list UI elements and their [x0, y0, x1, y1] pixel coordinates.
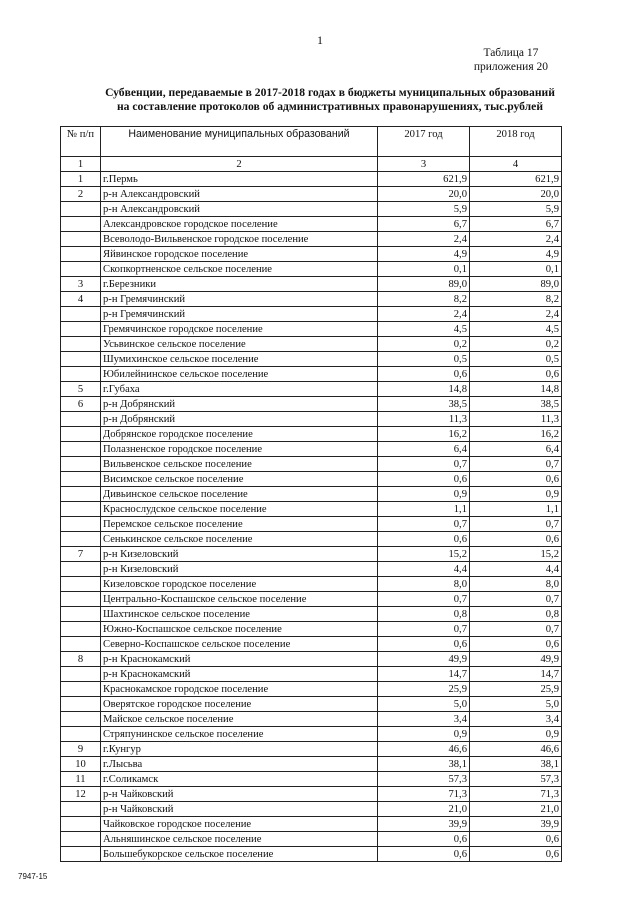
municipality-name: г.Пермь	[101, 172, 378, 187]
value-2017: 4,5	[378, 322, 470, 337]
municipality-name: р-н Чайковский	[101, 802, 378, 817]
table-row	[61, 232, 562, 247]
municipality-name: Майское сельское поселение	[101, 712, 378, 727]
table-row	[61, 667, 562, 682]
municipality-name: Всеволодо-Вильвенское городское поселение	[101, 232, 378, 247]
row-number: 5	[61, 382, 101, 397]
value-2018: 8,0	[470, 577, 562, 592]
row-number: 8	[61, 652, 101, 667]
value-2017: 6,4	[378, 442, 470, 457]
row-number	[61, 517, 101, 532]
row-number	[61, 667, 101, 682]
value-2017: 0,2	[378, 337, 470, 352]
municipality-name: Скопкортненское сельское поселение	[101, 262, 378, 277]
row-number	[61, 832, 101, 847]
value-2017: 16,2	[378, 427, 470, 442]
value-2017: 15,2	[378, 547, 470, 562]
value-2018: 4,4	[470, 562, 562, 577]
municipality-name: Альняшинское сельское поселение	[101, 832, 378, 847]
municipality-name: г.Соликамск	[101, 772, 378, 787]
column-number: 3	[378, 157, 470, 172]
table-row	[61, 547, 562, 562]
table-row	[61, 712, 562, 727]
value-2017: 0,6	[378, 637, 470, 652]
value-2018: 25,9	[470, 682, 562, 697]
header-number: № п/п	[61, 127, 101, 157]
table-row	[61, 202, 562, 217]
municipality-name: Вильвенское сельское поселение	[101, 457, 378, 472]
row-number	[61, 607, 101, 622]
value-2017: 20,0	[378, 187, 470, 202]
value-2017: 0,1	[378, 262, 470, 277]
row-number	[61, 802, 101, 817]
document-title-line2: на составление протоколов об административных правонарушениях, тыс.рублей	[117, 100, 543, 113]
municipality-name: Стряпунинское сельское поселение	[101, 727, 378, 742]
table-row	[61, 517, 562, 532]
row-number	[61, 487, 101, 502]
municipality-name: р-н Краснокамский	[101, 667, 378, 682]
table-reference-line2: приложения 20	[473, 61, 548, 73]
table-row	[61, 382, 562, 397]
table-row	[61, 172, 562, 187]
municipality-name: Висимское сельское поселение	[101, 472, 378, 487]
table-row	[61, 787, 562, 802]
row-number	[61, 562, 101, 577]
row-number	[61, 847, 101, 862]
value-2017: 0,6	[378, 532, 470, 547]
value-2018: 0,6	[470, 847, 562, 862]
value-2018: 15,2	[470, 547, 562, 562]
value-2017: 0,8	[378, 607, 470, 622]
row-number: 6	[61, 397, 101, 412]
table-row	[61, 622, 562, 637]
table-row	[61, 772, 562, 787]
value-2018: 0,9	[470, 727, 562, 742]
table-row	[61, 847, 562, 862]
table-row	[61, 187, 562, 202]
municipality-name: Перемское сельское поселение	[101, 517, 378, 532]
value-2018: 4,9	[470, 247, 562, 262]
row-number	[61, 637, 101, 652]
value-2018: 38,1	[470, 757, 562, 772]
value-2018: 0,5	[470, 352, 562, 367]
table-header-row	[61, 127, 562, 157]
table-row	[61, 757, 562, 772]
value-2017: 4,4	[378, 562, 470, 577]
value-2018: 14,8	[470, 382, 562, 397]
value-2017: 0,6	[378, 847, 470, 862]
value-2018: 0,6	[470, 637, 562, 652]
table-row	[61, 352, 562, 367]
value-2018: 14,7	[470, 667, 562, 682]
municipality-name: г.Кунгур	[101, 742, 378, 757]
value-2017: 0,9	[378, 487, 470, 502]
value-2018: 0,7	[470, 517, 562, 532]
municipality-name: Центрально-Коспашское сельское поселение	[101, 592, 378, 607]
municipality-name: Чайковское городское поселение	[101, 817, 378, 832]
subsidy-table	[60, 126, 562, 862]
row-number	[61, 202, 101, 217]
value-2018: 5,0	[470, 697, 562, 712]
header-2017: 2017 год	[378, 127, 470, 157]
value-2017: 49,9	[378, 652, 470, 667]
municipality-name: Краснокамское городское поселение	[101, 682, 378, 697]
value-2018: 0,7	[470, 457, 562, 472]
table-row	[61, 247, 562, 262]
row-number	[61, 322, 101, 337]
value-2017: 46,6	[378, 742, 470, 757]
table-row	[61, 727, 562, 742]
table-row	[61, 562, 562, 577]
value-2017: 621,9	[378, 172, 470, 187]
value-2017: 0,6	[378, 367, 470, 382]
value-2018: 39,9	[470, 817, 562, 832]
row-number	[61, 592, 101, 607]
value-2018: 6,4	[470, 442, 562, 457]
row-number	[61, 502, 101, 517]
table-row	[61, 262, 562, 277]
value-2018: 49,9	[470, 652, 562, 667]
table-row	[61, 652, 562, 667]
table-row	[61, 817, 562, 832]
value-2018: 11,3	[470, 412, 562, 427]
value-2018: 3,4	[470, 712, 562, 727]
municipality-name: р-н Кизеловский	[101, 547, 378, 562]
table-row	[61, 322, 562, 337]
value-2017: 0,7	[378, 517, 470, 532]
municipality-name: Большебукорское сельское поселение	[101, 847, 378, 862]
value-2017: 57,3	[378, 772, 470, 787]
value-2017: 0,7	[378, 622, 470, 637]
value-2018: 0,7	[470, 592, 562, 607]
value-2018: 6,7	[470, 217, 562, 232]
value-2017: 14,8	[378, 382, 470, 397]
value-2018: 21,0	[470, 802, 562, 817]
value-2017: 71,3	[378, 787, 470, 802]
table-row	[61, 442, 562, 457]
footer-code: 7947-15	[18, 872, 48, 881]
column-number-row	[61, 157, 562, 172]
table-row	[61, 397, 562, 412]
municipality-name: р-н Александровский	[101, 202, 378, 217]
row-number: 1	[61, 172, 101, 187]
row-number: 11	[61, 772, 101, 787]
value-2017: 2,4	[378, 232, 470, 247]
row-number	[61, 697, 101, 712]
municipality-name: Оверятское городское поселение	[101, 697, 378, 712]
row-number	[61, 577, 101, 592]
document-title-line1: Субвенции, передаваемые в 2017-2018 годах в бюджеты муниципальных образований	[105, 86, 555, 99]
municipality-name: Дивьинское сельское поселение	[101, 487, 378, 502]
column-number: 2	[101, 157, 378, 172]
row-number	[61, 262, 101, 277]
municipality-name: Юбилейнинское сельское поселение	[101, 367, 378, 382]
value-2018: 2,4	[470, 307, 562, 322]
column-number: 4	[470, 157, 562, 172]
table-row	[61, 742, 562, 757]
table-row	[61, 337, 562, 352]
value-2017: 6,7	[378, 217, 470, 232]
row-number: 10	[61, 757, 101, 772]
municipality-name: Шахтинское сельское поселение	[101, 607, 378, 622]
municipality-name: Гремячинское городское поселение	[101, 322, 378, 337]
value-2018: 0,8	[470, 607, 562, 622]
value-2018: 0,6	[470, 532, 562, 547]
row-number	[61, 232, 101, 247]
row-number	[61, 727, 101, 742]
value-2017: 14,7	[378, 667, 470, 682]
table-row	[61, 577, 562, 592]
municipality-name: р-н Кизеловский	[101, 562, 378, 577]
table-reference-line1: Таблица 17	[483, 47, 539, 59]
municipality-name: Северно-Коспашское сельское поселение	[101, 637, 378, 652]
row-number: 3	[61, 277, 101, 292]
value-2018: 20,0	[470, 187, 562, 202]
value-2018: 2,4	[470, 232, 562, 247]
municipality-name: г.Березники	[101, 277, 378, 292]
row-number	[61, 247, 101, 262]
value-2017: 0,6	[378, 472, 470, 487]
document-title	[60, 86, 600, 114]
value-2018: 0,9	[470, 487, 562, 502]
table-row	[61, 472, 562, 487]
table-row	[61, 682, 562, 697]
municipality-name: Александровское городское поселение	[101, 217, 378, 232]
municipality-name: Яйвинское городское поселение	[101, 247, 378, 262]
value-2018: 71,3	[470, 787, 562, 802]
value-2018: 621,9	[470, 172, 562, 187]
value-2018: 57,3	[470, 772, 562, 787]
municipality-name: р-н Гремячинский	[101, 292, 378, 307]
row-number	[61, 337, 101, 352]
row-number	[61, 817, 101, 832]
table-body	[61, 157, 562, 862]
table-row	[61, 697, 562, 712]
table-row	[61, 637, 562, 652]
value-2017: 2,4	[378, 307, 470, 322]
value-2017: 21,0	[378, 802, 470, 817]
value-2017: 5,0	[378, 697, 470, 712]
column-number: 1	[61, 157, 101, 172]
value-2018: 8,2	[470, 292, 562, 307]
row-number: 7	[61, 547, 101, 562]
table-row	[61, 532, 562, 547]
row-number	[61, 682, 101, 697]
municipality-name: г.Лысьва	[101, 757, 378, 772]
value-2017: 39,9	[378, 817, 470, 832]
value-2018: 38,5	[470, 397, 562, 412]
table-row	[61, 592, 562, 607]
value-2017: 8,2	[378, 292, 470, 307]
row-number: 2	[61, 187, 101, 202]
table-row	[61, 367, 562, 382]
row-number	[61, 442, 101, 457]
value-2017: 0,7	[378, 592, 470, 607]
row-number: 4	[61, 292, 101, 307]
value-2018: 0,2	[470, 337, 562, 352]
table-row	[61, 802, 562, 817]
header-2018: 2018 год	[470, 127, 562, 157]
value-2017: 38,5	[378, 397, 470, 412]
table-row	[61, 487, 562, 502]
value-2018: 0,6	[470, 832, 562, 847]
row-number	[61, 217, 101, 232]
value-2018: 4,5	[470, 322, 562, 337]
municipality-name: р-н Александровский	[101, 187, 378, 202]
municipality-name: г.Губаха	[101, 382, 378, 397]
table-row	[61, 217, 562, 232]
table-row	[61, 427, 562, 442]
row-number: 12	[61, 787, 101, 802]
municipality-name: Сенькинское сельское поселение	[101, 532, 378, 547]
row-number	[61, 367, 101, 382]
value-2017: 11,3	[378, 412, 470, 427]
value-2018: 16,2	[470, 427, 562, 442]
value-2017: 4,9	[378, 247, 470, 262]
municipality-name: Кизеловское городское поселение	[101, 577, 378, 592]
table-row	[61, 277, 562, 292]
value-2017: 25,9	[378, 682, 470, 697]
value-2017: 8,0	[378, 577, 470, 592]
row-number	[61, 472, 101, 487]
value-2017: 1,1	[378, 502, 470, 517]
municipality-name: Краснослудское сельское поселение	[101, 502, 378, 517]
table-row	[61, 457, 562, 472]
municipality-name: Шумихинское сельское поселение	[101, 352, 378, 367]
table-row	[61, 607, 562, 622]
municipality-name: р-н Гремячинский	[101, 307, 378, 322]
value-2017: 38,1	[378, 757, 470, 772]
value-2017: 5,9	[378, 202, 470, 217]
value-2018: 0,6	[470, 367, 562, 382]
value-2017: 0,9	[378, 727, 470, 742]
municipality-name: Южно-Коспашское сельское поселение	[101, 622, 378, 637]
row-number	[61, 352, 101, 367]
table-reference	[474, 46, 548, 74]
municipality-name: р-н Краснокамский	[101, 652, 378, 667]
table-row	[61, 502, 562, 517]
municipality-name: р-н Добрянский	[101, 397, 378, 412]
value-2018: 89,0	[470, 277, 562, 292]
value-2018: 0,7	[470, 622, 562, 637]
value-2017: 89,0	[378, 277, 470, 292]
row-number	[61, 307, 101, 322]
header-name: Наименование муниципальных образований	[101, 127, 378, 157]
table-row	[61, 292, 562, 307]
row-number	[61, 412, 101, 427]
municipality-name: р-н Чайковский	[101, 787, 378, 802]
row-number	[61, 712, 101, 727]
value-2018: 5,9	[470, 202, 562, 217]
value-2017: 0,7	[378, 457, 470, 472]
row-number: 9	[61, 742, 101, 757]
page-number: 1	[317, 33, 323, 47]
municipality-name: р-н Добрянский	[101, 412, 378, 427]
municipality-name: Добрянское городское поселение	[101, 427, 378, 442]
value-2018: 46,6	[470, 742, 562, 757]
value-2018: 0,6	[470, 472, 562, 487]
municipality-name: Полазненское городское поселение	[101, 442, 378, 457]
municipality-name: Усьвинское сельское поселение	[101, 337, 378, 352]
row-number	[61, 532, 101, 547]
row-number	[61, 427, 101, 442]
table-row	[61, 307, 562, 322]
value-2018: 1,1	[470, 502, 562, 517]
row-number	[61, 457, 101, 472]
value-2018: 0,1	[470, 262, 562, 277]
value-2017: 0,5	[378, 352, 470, 367]
value-2017: 3,4	[378, 712, 470, 727]
row-number	[61, 622, 101, 637]
table-row	[61, 832, 562, 847]
value-2017: 0,6	[378, 832, 470, 847]
table-row	[61, 412, 562, 427]
